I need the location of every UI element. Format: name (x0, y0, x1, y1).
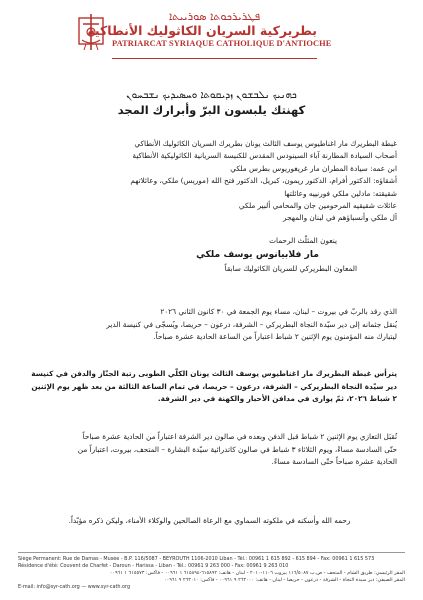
paragraph-line: يترأس غبطة البطريرك مار اغناطيوس يوسف الثالث يونان الكلّي الطوبى رتبة الجنّاز والدفن في كنيسة (31, 369, 397, 378)
paragraph-line: يُنقل جثمانه إلى دير سيّدة النجاة البطريركي – الشرفة، درعون – حريصا، ويُسجّى في كنيسة الدير (106, 319, 397, 329)
footer-web-link[interactable]: E-mail: info@syr-cath.org — www.syr-cath.org (18, 584, 131, 590)
deceased-title: المعاون البطريركي للسريان الكاثوليك سابقاً (224, 264, 357, 274)
relative-line: عائلات شقيقيه المرحومين جان والمحامي ألبير ملكي (238, 201, 397, 211)
announce-intro: ينعون المثلّث الرحمات (269, 236, 337, 245)
closing-line: رحمه الله وأسكنه في ملكوته السماوي مع الرعاة الصالحين والوكلاء الأمناء، وليكن ذكره مؤبّداً. (68, 516, 351, 525)
relative-line: غبطة البطريرك مار اغناطيوس يوسف الثالث يونان بطريرك السريان الكاثوليك الأنطاكي (134, 139, 397, 148)
footer-rule (18, 552, 405, 553)
relatives-list (22, 138, 397, 225)
footer (18, 556, 405, 591)
relative-line: أشقاؤه: الدكتور أفرام، الدكتور ريمون، كبريل، الدكتور فتح الله (موريس) ملكي، وعائلاتهم (130, 176, 397, 186)
closing-prayer (22, 515, 397, 528)
paragraph-line: ليتبارك منه المؤمنون يوم الإثنين ٢ شباط اعتباراً من الساعة الحادية عشرة صباحاً. (153, 332, 397, 342)
deceased-name: مار فلابيانوس يوسف ملكي (196, 249, 319, 261)
paragraph-line: دير سيّدة النجاة البطريركي – الشرفة، درعون – حريصا، في تمام الساعة الثالثة من بعد ظهر يوم الإثنين (31, 381, 397, 391)
paragraph-line: تُقبَل التعازي يوم الإثنين ٢ شباط قبل الدفن وبعده في صالون دير الشرفة اعتباراً من الحادية عشرة صباحاً (82, 432, 397, 441)
paragraph-line: الحادية عشرة صباحاً حتّى السادسة مساءً. (271, 457, 397, 467)
footer-address-ar-1: المقر الرئيسي: طريق الشام - المتحف - ص.ب ١١٦/٥٠٨٧ بيروت ١١٠٦-٢٠١٠ - لبنان - هاتف: ٦١٥٨٩٢-٦١٥٨٩٤ ١ ٠٠٩٦١ - فاكس: ٦١٥٥٧٣ ١ ٠٠٩٦١ (109, 570, 405, 576)
letterhead-syriac: ܦܛܪܝܪܟܘܬܐ ܣܘܪܝܝܬܐ (168, 10, 261, 23)
footer-address-ar-2: المقر الصيفي: دير سيدة النجاة - الشرفة - درعون - حريصا - لبنان - هاتف: ٢٦٣٠٠٠ ٩ ٠٠٩٦١ - فاكس: ٢٦٣٠١٠ ٩ ٠٠٩٦١ (164, 577, 405, 583)
announcement (22, 235, 397, 276)
relative-line: آل ملكي وأنسباؤهم في لبنان والمهجر (283, 213, 397, 223)
paragraph-line: الذي رقد بالربّ في بيروت – لبنان، مساء يوم الجمعة في ٣٠ كانون الثاني ٢٠٢٦ (160, 307, 397, 316)
footer-address-fr-1: Siège Permanent: Rue de Damas - Musée - B.P. 116/5087 - BEYROUTH 1106-2010 Liban - Tél.: 00961 1 615 892 - 615 894 - Fax: 00961 1 615 573 (18, 556, 375, 562)
motto-arabic: كهنتك يلبسون البرّ وأبرارك المجد (117, 103, 306, 117)
paragraph-funeral (22, 368, 397, 406)
paragraph-death (22, 306, 397, 344)
motto-syriac: ܟܗܢܝܟ ܢܠܒܫܘܢ ܙܕܝܩܘܬܐ ܘܚܣܝܕܝܟ ܢܫܒܚܘܢ (126, 90, 297, 101)
paragraph-line: حتّى السادسة مساءً، ويوم الثلاثاء ٣ شباط في صالون كاتدرائية سيّدة البشارة – المتحف، بيروت، اعتباراً من (77, 444, 397, 454)
paragraph-condolences (22, 431, 397, 469)
relative-line: أصحاب السيادة المطارنة آباء السينودس المقدس للكنيسة السريانية الكاثوليكية الأنطاكية (132, 151, 397, 161)
letterhead-french: PATRIARCAT SYRIAQUE CATHOLIQUE D'ANTIOCHE (112, 39, 332, 48)
footer-address-fr-2: Résidence d'été: Couvent de Charfet - Daroun - Harissa - Liban - Tél.: 00961 9 263 000 - Fax: 00961 9 263 010 (18, 563, 289, 569)
relative-line: شقيقته: مادلين ملكي فورنييه وعائلتها (284, 188, 397, 198)
letterhead (0, 6, 423, 66)
paragraph-line: ٢ شباط ٢٠٢٦، ثمّ يوارى في مدافن الأحبار والكهنة في دير الشرفة. (157, 394, 397, 404)
relative-line: ابن عمه: سيادة المطران مار غريغوريوس بطرس ملكي (230, 163, 397, 173)
letterhead-arabic: بطريركية السريان الكاثوليك الأنطاكية (87, 23, 317, 38)
letterhead-rule (112, 58, 317, 59)
